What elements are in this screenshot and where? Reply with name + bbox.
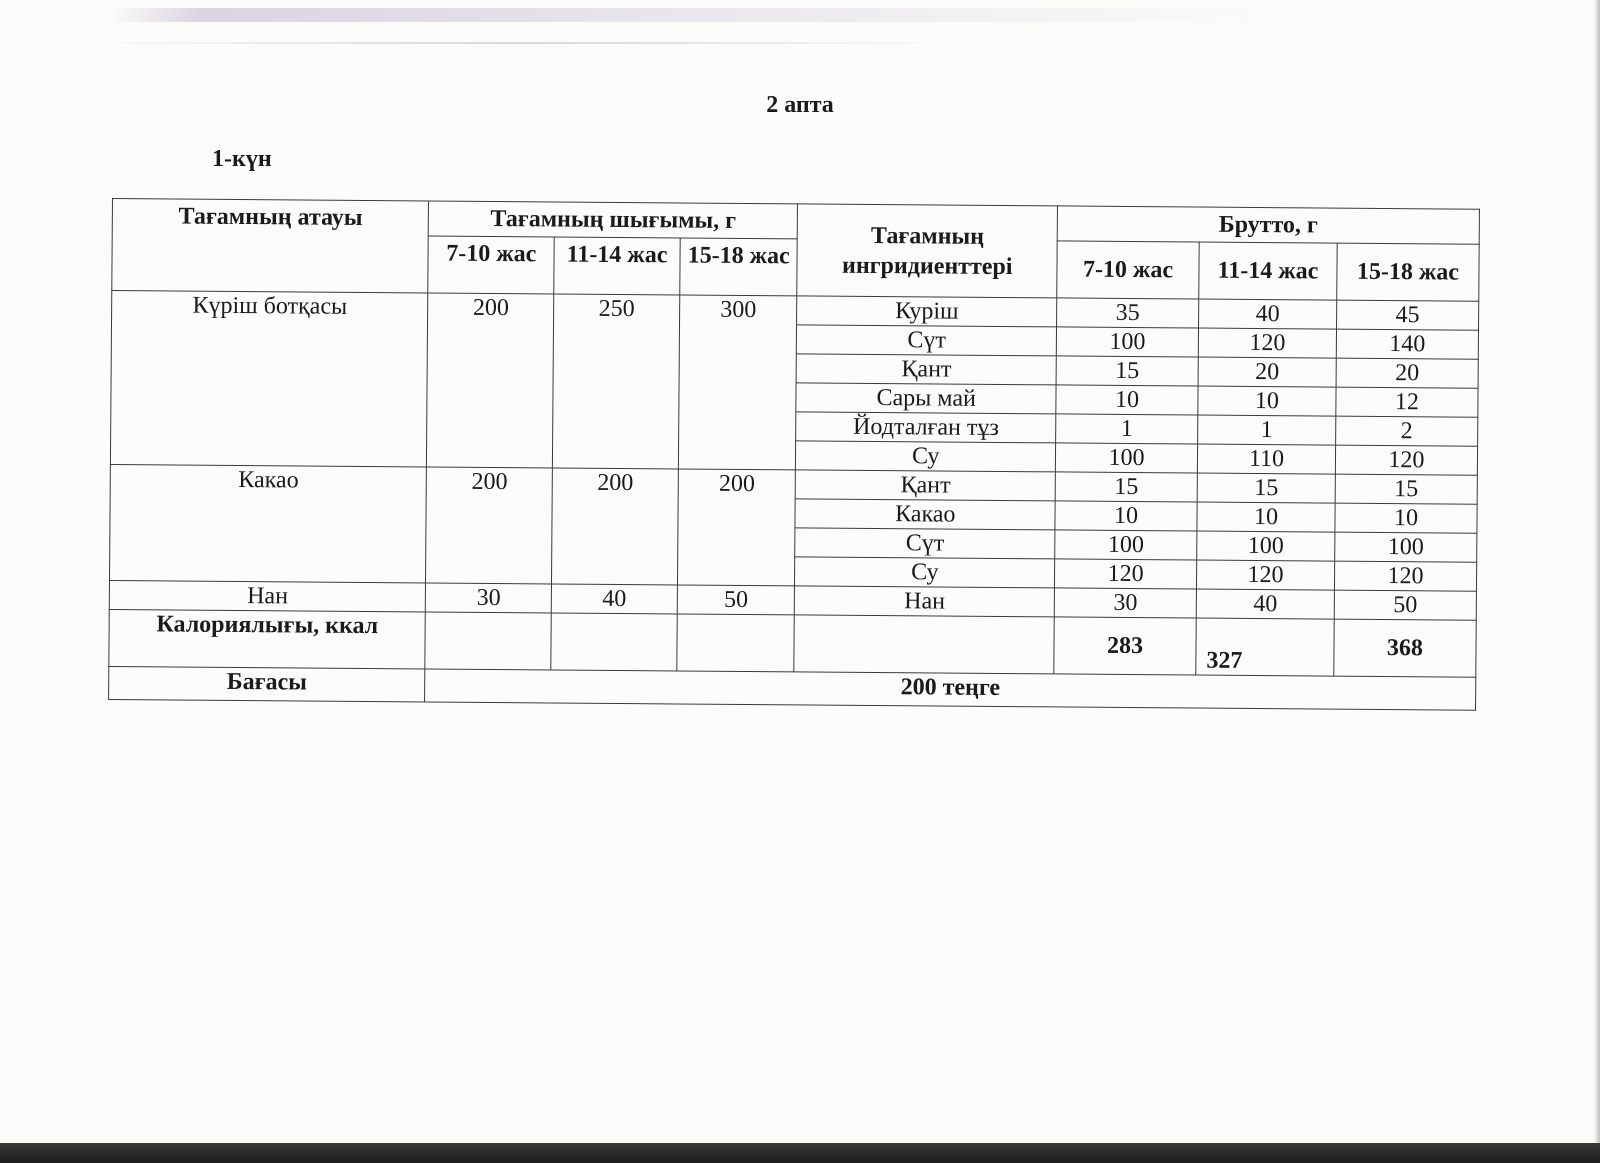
brutto-value: 10 [1198, 386, 1336, 416]
scan-artifact-bottom [0, 1143, 1600, 1163]
brutto-value: 120 [1335, 445, 1477, 475]
ingredient-name: Су [796, 441, 1056, 472]
brutto-value: 1 [1056, 414, 1198, 444]
ingredient-name: Қант [796, 470, 1056, 501]
ingredient-name: Йодталған тұз [796, 412, 1056, 443]
brutto-value: 15 [1056, 356, 1198, 386]
scan-artifact-right [1594, 0, 1600, 1143]
header-output-age: 15-18 жас [680, 238, 798, 296]
ingredient-name: Қант [797, 354, 1057, 385]
ingredient-name: Сүт [797, 325, 1057, 356]
brutto-value: 50 [1334, 590, 1476, 620]
ingredient-name: Сары май [796, 383, 1056, 414]
brutto-value: 10 [1197, 502, 1335, 532]
brutto-value: 100 [1335, 532, 1477, 562]
brutto-value: 35 [1057, 298, 1199, 328]
brutto-value: 140 [1336, 329, 1478, 359]
header-row-1 [112, 199, 1479, 245]
ingredient-name: Какао [795, 499, 1055, 530]
meal-output: 200 [677, 469, 796, 586]
menu-table [108, 198, 1480, 711]
ingredient-name: Куріш [797, 296, 1057, 327]
brutto-value: 1 [1198, 415, 1336, 445]
brutto-value: 15 [1197, 473, 1335, 503]
empty-cell [794, 615, 1054, 674]
brutto-value: 15 [1055, 472, 1197, 502]
meal-output: 50 [677, 585, 795, 615]
meal-name: Күріш ботқасы [110, 291, 428, 467]
brutto-value: 10 [1055, 501, 1197, 531]
brutto-value: 100 [1055, 443, 1197, 473]
meal-output: 30 [426, 583, 552, 613]
header-output-age: 11-14 жас [554, 237, 680, 295]
meal-name: Какао [109, 464, 426, 582]
header-brutto-age: 7-10 жас [1057, 241, 1199, 299]
header-dish-name: Тағамның атауы [112, 199, 429, 293]
meal-output: 200 [426, 467, 553, 584]
brutto-value: 120 [1197, 560, 1335, 590]
price-label: Бағасы [109, 666, 426, 701]
brutto-value: 100 [1056, 327, 1198, 357]
meal-output: 200 [427, 293, 554, 468]
price-value: 200 теңге [425, 669, 1476, 710]
brutto-value: 120 [1055, 559, 1197, 589]
empty-cell [677, 614, 795, 672]
brutto-value: 2 [1336, 416, 1478, 446]
empty-cell [425, 612, 551, 670]
calories-label: Калориялығы, ккал [109, 609, 426, 668]
calories-value: 283 [1054, 617, 1196, 675]
ingredient-name: Су [795, 557, 1055, 588]
ingredient-name: Нан [795, 586, 1055, 617]
header-brutto-age: 15-18 жас [1337, 243, 1479, 301]
empty-cell [551, 613, 677, 671]
brutto-value: 45 [1336, 300, 1478, 330]
calories-value: 327 [1196, 618, 1334, 676]
scan-artifact-line [80, 42, 960, 44]
brutto-value: 40 [1199, 299, 1337, 329]
brutto-value: 10 [1056, 385, 1198, 415]
header-brutto-age: 11-14 жас [1199, 242, 1337, 300]
calories-row [109, 609, 1476, 677]
header-output: Тағамның шығымы, г [429, 201, 798, 239]
brutto-value: 40 [1196, 589, 1334, 619]
brutto-value: 120 [1334, 561, 1476, 591]
calories-value: 368 [1334, 619, 1476, 677]
header-brutto: Брутто, г [1057, 206, 1479, 244]
brutto-value: 30 [1054, 588, 1196, 618]
meal-output: 40 [551, 584, 677, 614]
scan-artifact-top [109, 8, 1262, 22]
brutto-value: 12 [1336, 387, 1478, 417]
meal-output: 250 [553, 294, 680, 469]
header-output-age: 7-10 жас [428, 236, 554, 294]
brutto-value: 20 [1198, 357, 1336, 387]
brutto-value: 20 [1336, 358, 1478, 388]
header-ingredients: Тағамның ингридиенттері [797, 204, 1057, 298]
brutto-value: 110 [1197, 444, 1335, 474]
ingredient-name: Сүт [795, 528, 1055, 559]
brutto-value: 120 [1198, 328, 1336, 358]
meal-output: 200 [552, 468, 679, 585]
day-label: 1-күн [212, 146, 272, 172]
brutto-value: 15 [1335, 474, 1477, 504]
meal-output: 300 [678, 295, 797, 470]
brutto-value: 100 [1055, 530, 1197, 560]
page-title: 2 апта [766, 92, 834, 118]
brutto-value: 10 [1335, 503, 1477, 533]
brutto-value: 100 [1197, 531, 1335, 561]
meal-name: Нан [109, 580, 426, 611]
